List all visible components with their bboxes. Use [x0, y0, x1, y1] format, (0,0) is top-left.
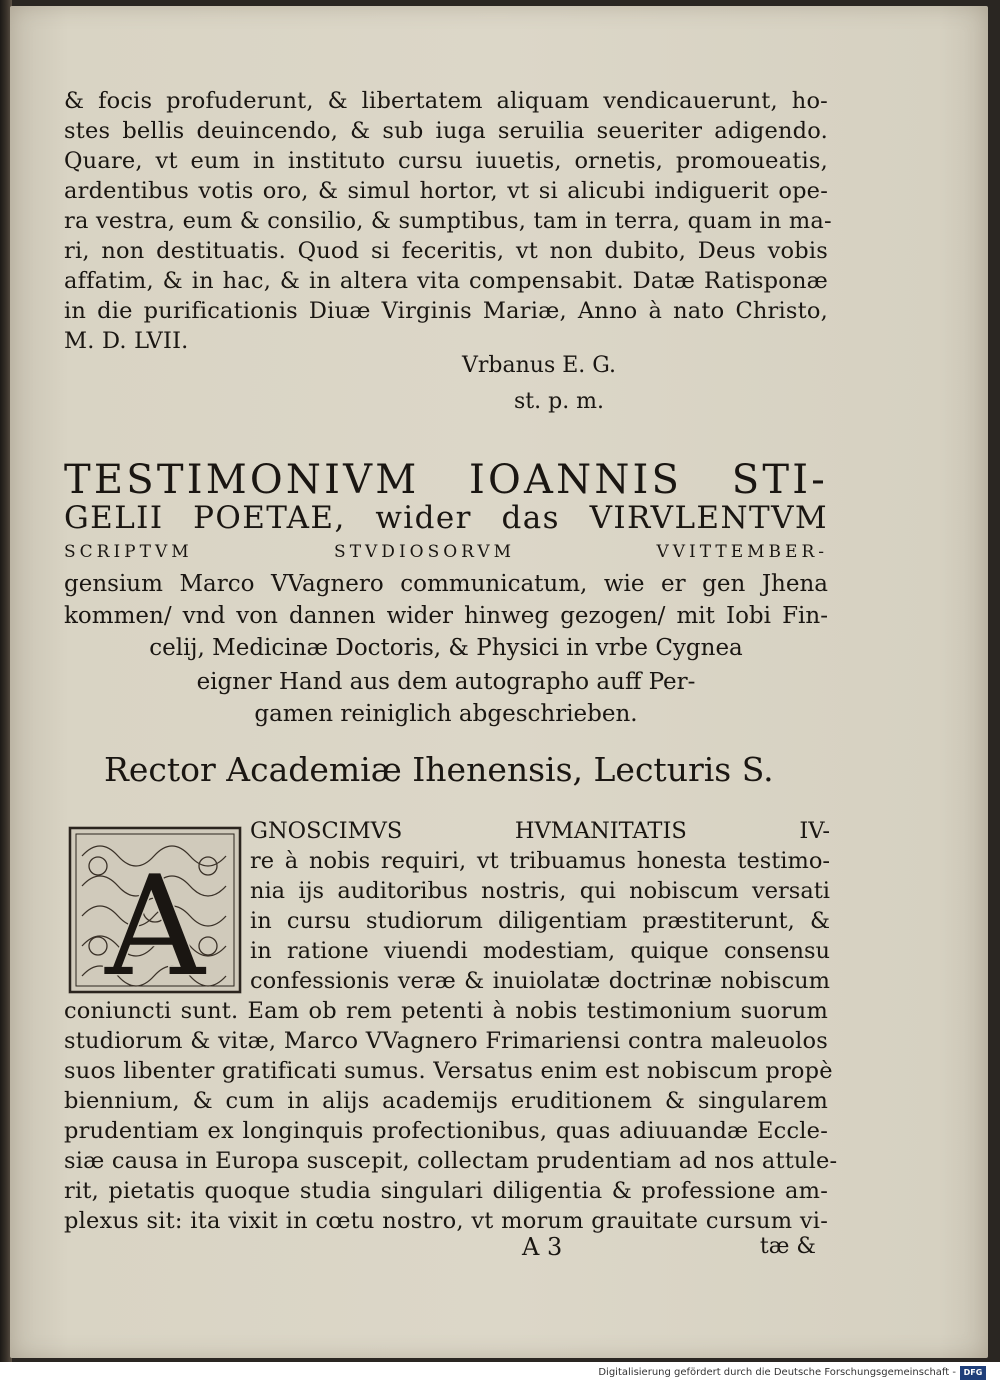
- letter-date: M. D. LVII.: [64, 328, 189, 354]
- letter-line: ri, non destituatis. Quod si feceritis, vt non dubito, Deus vobis: [64, 238, 828, 264]
- dfg-logo: DFG: [960, 1366, 986, 1380]
- title-line-6: celij, Medicinæ Doctoris, & Physici in vrbe Cygnea: [149, 635, 743, 661]
- title-line-7: eigner Hand aus dem autographo auff Per-: [196, 669, 696, 695]
- rector-line: studiorum & vitæ, Marco VVagnero Frimariensi contra maleuolos: [64, 1028, 828, 1054]
- title-line-3: SCRIPTVM STVDIOSORVM VVITTEMBER-: [64, 542, 828, 562]
- rector-line: rit, pietatis quoque studia singulari diligentia & professione am-: [64, 1178, 828, 1204]
- funding-note: Digitalisierung gefördert durch die Deutsche Forschungsgemeinschaft -: [598, 1367, 956, 1378]
- letter-line: affatim, & in hac, & in altera vita compensabit. Datæ Ratisponæ: [64, 268, 828, 294]
- title-line-8: gamen reiniglich abgeschrieben.: [254, 701, 638, 727]
- letter-line: in die purificationis Diuæ Virginis Mariæ, Anno à nato Christo,: [64, 298, 828, 324]
- signature-name: Vrbanus E. G.: [462, 353, 617, 378]
- decorated-initial: [68, 826, 242, 994]
- rector-line: confessionis veræ & inuiolatæ doctrinæ nobiscum: [250, 968, 830, 994]
- rector-line: siæ causa in Europa suscepit, collectam prudentiam ad nos attule-: [64, 1148, 838, 1174]
- rector-line: in ratione viuendi modestiam, quique consensu: [250, 938, 830, 964]
- initial-ornament-icon: [68, 826, 242, 994]
- rector-line: in cursu studiorum diligentiam præstiterunt, &: [250, 908, 830, 934]
- rector-line: biennium, & cum in alijs academijs eruditionem & singularem: [64, 1088, 828, 1114]
- letter-line: & focis profuderunt, & libertatem aliquam vendicauerunt, ho-: [64, 88, 828, 114]
- rector-heading: Rector Academiæ Ihenensis, Lecturis S.: [104, 750, 774, 789]
- letter-line: ardentibus votis oro, & simul hortor, vt si alicubi indiguerit ope-: [64, 178, 828, 204]
- rector-line: prudentiam ex longinquis profectionibus, quas adiuuandæ Eccle-: [64, 1118, 828, 1144]
- catchword: tæ &: [759, 1234, 816, 1259]
- rector-line: suos libenter gratificati sumus. Versatus enim est nobiscum propè: [64, 1058, 833, 1084]
- rector-line: plexus sit: ita vixit in cœtu nostro, vt morum grauitate cursum vi-: [64, 1208, 828, 1234]
- title-line-2: GELII POETAE, wider das VIRVLENTVM: [64, 500, 828, 536]
- book-page: [10, 6, 988, 1358]
- initial-letter: A: [105, 846, 205, 994]
- rector-line: nia ijs auditoribus nostris, qui nobiscum versati: [250, 878, 830, 904]
- letter-line: stes bellis deuincendo, & sub iuga seruilia seueriter adigendo.: [64, 118, 828, 144]
- rector-line: GNOSCIMVS HVMANITATIS IV-: [250, 818, 830, 844]
- title-line-1: TESTIMONIVM IOANNIS STI-: [64, 457, 828, 503]
- rector-line: re à nobis requiri, vt tribuamus honesta testimo-: [250, 848, 830, 874]
- title-line-4: gensium Marco VVagnero communicatum, wie er gen Jhena: [64, 571, 828, 597]
- letter-line: Quare, vt eum in instituto cursu iuuetis, ornetis, promoueatis,: [64, 148, 828, 174]
- letter-line: ra vestra, eum & consilio, & sumptibus, tam in terra, quam in ma-: [64, 208, 832, 234]
- signature-abbrev: st. p. m.: [514, 389, 605, 414]
- signature-mark: A 3: [522, 1233, 563, 1261]
- title-line-5: kommen/ vnd von dannen wider hinweg gezogen/ mit Iobi Fin-: [64, 603, 828, 629]
- rector-line: coniuncti sunt. Eam ob rem petenti à nobis testimonium suorum: [64, 998, 828, 1024]
